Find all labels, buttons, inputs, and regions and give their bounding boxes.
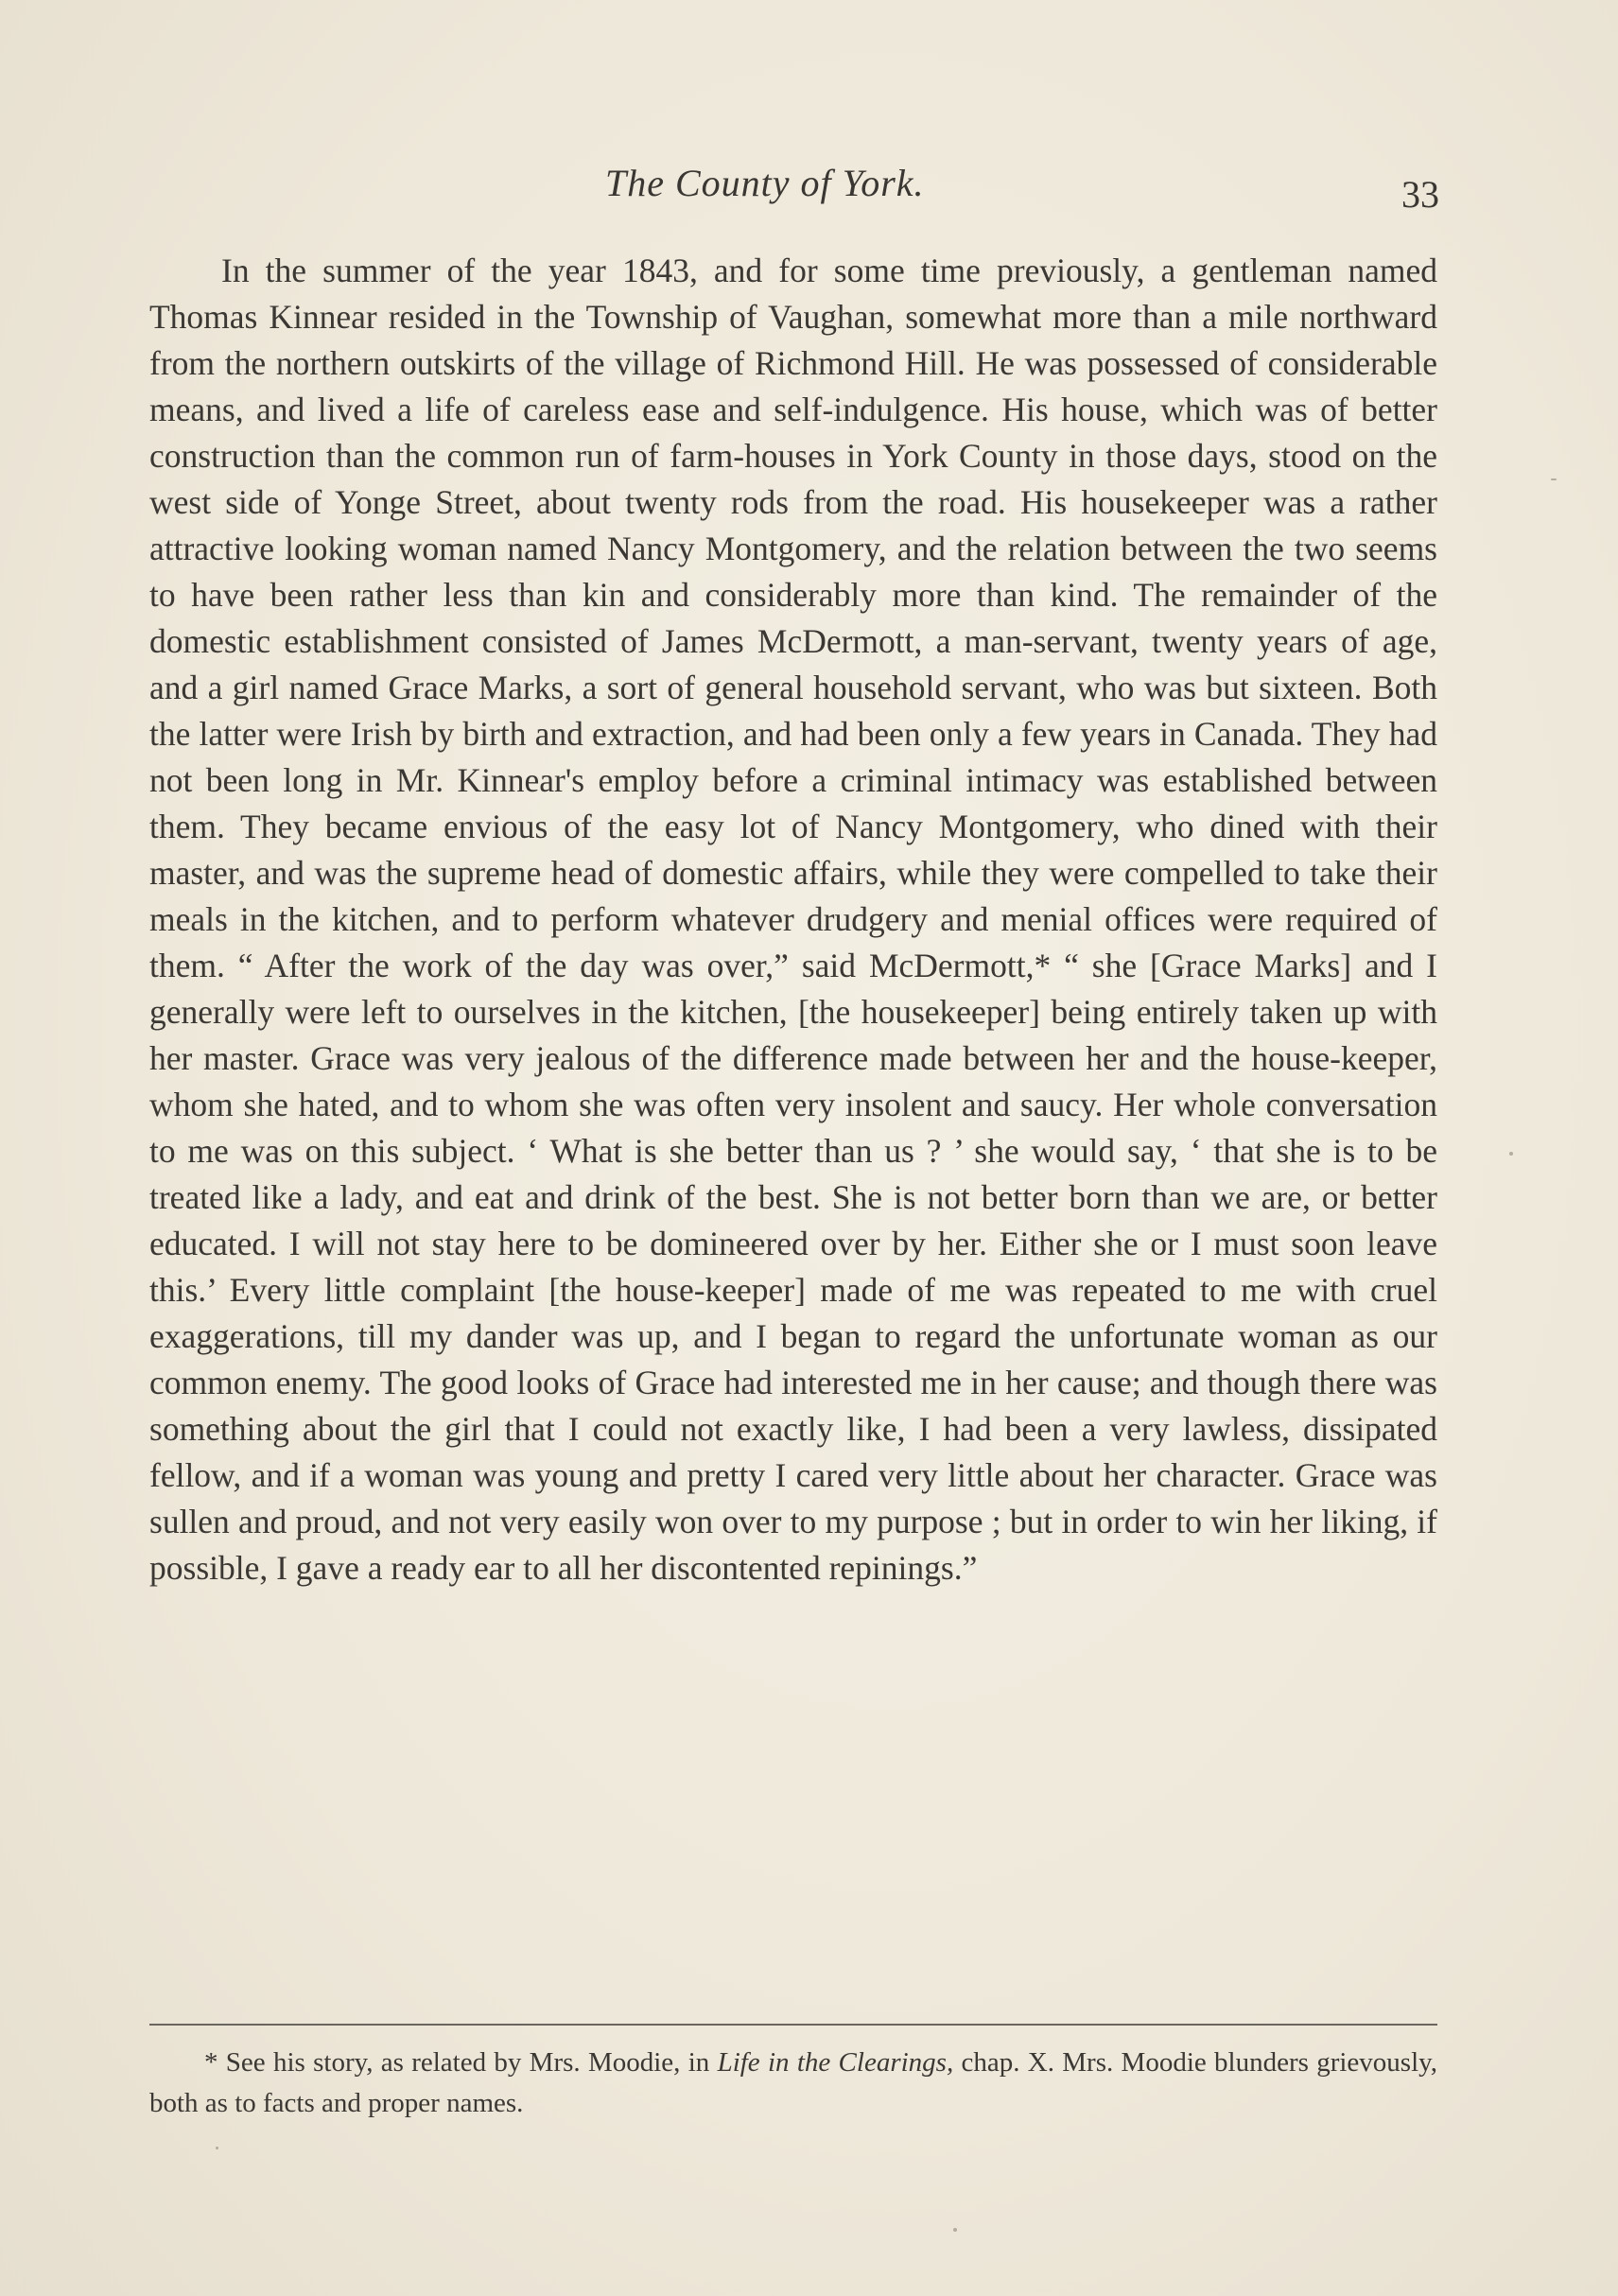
body-text bbox=[149, 248, 1437, 1592]
paper-speck bbox=[216, 2147, 218, 2149]
running-head bbox=[0, 161, 1618, 217]
paper-speck bbox=[953, 2228, 957, 2232]
footnote-paragraph bbox=[149, 2043, 1437, 2124]
paper-speck bbox=[1509, 1152, 1513, 1156]
footnote bbox=[149, 2043, 1437, 2124]
running-title: The County of York. bbox=[605, 162, 925, 204]
paper-speck bbox=[1551, 478, 1557, 480]
footnote-book-title: Life in the Clearings, bbox=[717, 2047, 954, 2078]
footnote-rule bbox=[149, 2024, 1437, 2026]
page-number: 33 bbox=[1401, 173, 1439, 216]
body-paragraph: In the summer of the year 1843, and for some time previously, a gentleman named Thomas Kinnear resided in the Township of Vaughan, somewhat more than a mile northward from the northern outskirts of the village of Richmond Hill. He was possessed of considerable means, and lived a life of careless ease and self-indulgence. His house, which was of better construction than the common run of farm-houses in York County in those days, stood on the west side of Yonge Street, about twenty rods from the road. His housekeeper was a rather attractive looking woman named Nancy Montgomery, and the relation between the two seems to have been rather less than kin and considerably more than kind. The remainder of the domestic establishment consisted of James McDermott, a man-servant, twenty years of age, and a girl named Grace Marks, a sort of general household servant, who was but sixteen. Both the latter were Irish by birth and extraction, and had been only a few years in Canada. They had not been long in Mr. Kinnear's employ before a criminal intimacy was established between them. They became envious of the easy lot of Nancy Montgomery, who dined with their master, and was the supreme head of domestic affairs, while they were compelled to take their meals in the kitchen, and to perform whatever drudgery and menial offices were required of them. “ After the work of the day was over,” said McDermott,* “ she [Grace Marks] and I generally were left to ourselves in the kitchen, [the housekeeper] being entirely taken up with her master. Grace was very jealous of the difference made between her and the house-keeper, whom she hated, and to whom she was often very insolent and saucy. Her whole conversation to me was on this subject. ‘ What is she better than us ? ’ she would say, ‘ that she is to be treated like a lady, and eat and drink of the best. She is not better born than we are, or better educated. I will not stay here to be domineered over by her. Either she or I must soon leave this.’ Every little complaint [the house-keeper] made of me was repeated to me with cruel exaggerations, till my dander was up, and I began to regard the unfortunate woman as our common enemy. The good looks of Grace had interested me in her cause; and though there was something about the girl that I could not exactly like, I had been a very lawless, dissipated fellow, and if a woman was young and pretty I cared very little about her character. Grace was sullen and proud, and not very easily won over to my purpose ; but in order to win her liking, if possible, I gave a ready ear to all her discontented repinings.” bbox=[149, 252, 1437, 1587]
footnote-tail: chap. X. Mrs. Moodie blunders grievously, both as to facts and proper names. bbox=[149, 2047, 1438, 2118]
footnote-lead: * See his story, as related by Mrs. Moodie, in bbox=[204, 2047, 718, 2078]
